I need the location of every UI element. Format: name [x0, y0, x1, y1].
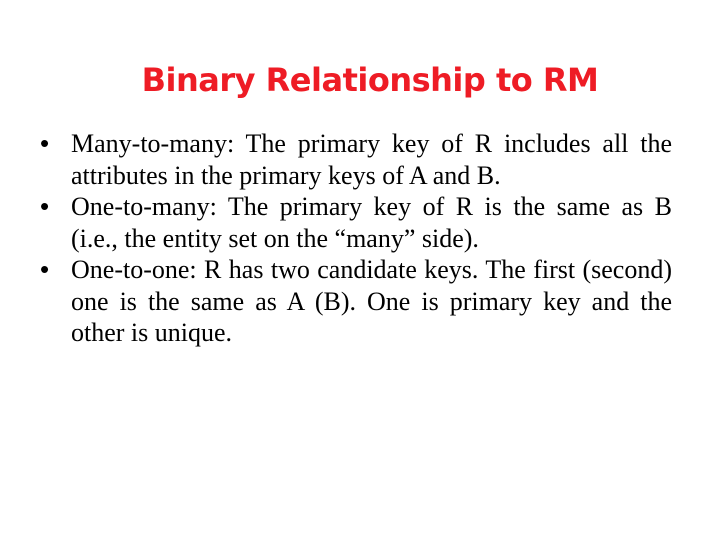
bullet-item-one-to-many	[40, 191, 672, 254]
bullet-list	[40, 128, 672, 349]
bullet-text: One-to-one: R has two candidate keys. The first (second) one is the same as A (B). One is primary key and the other is unique.	[71, 255, 672, 347]
bullet-item-one-to-one	[40, 254, 672, 349]
bullet-text: Many-to-many: The primary key of R includes all the attributes in the primary keys of A and B.	[71, 129, 672, 190]
bullet-item-many-to-many	[40, 128, 672, 191]
bullet-dot-icon: •	[40, 254, 50, 284]
bullet-dot-icon: •	[40, 128, 50, 158]
bullet-text: One-to-many: The primary key of R is the same as B (i.e., the entity set on the “many” side).	[71, 192, 672, 253]
bullet-dot-icon: •	[40, 191, 50, 221]
slide-title: Binary Relationship to RM	[141, 61, 599, 99]
